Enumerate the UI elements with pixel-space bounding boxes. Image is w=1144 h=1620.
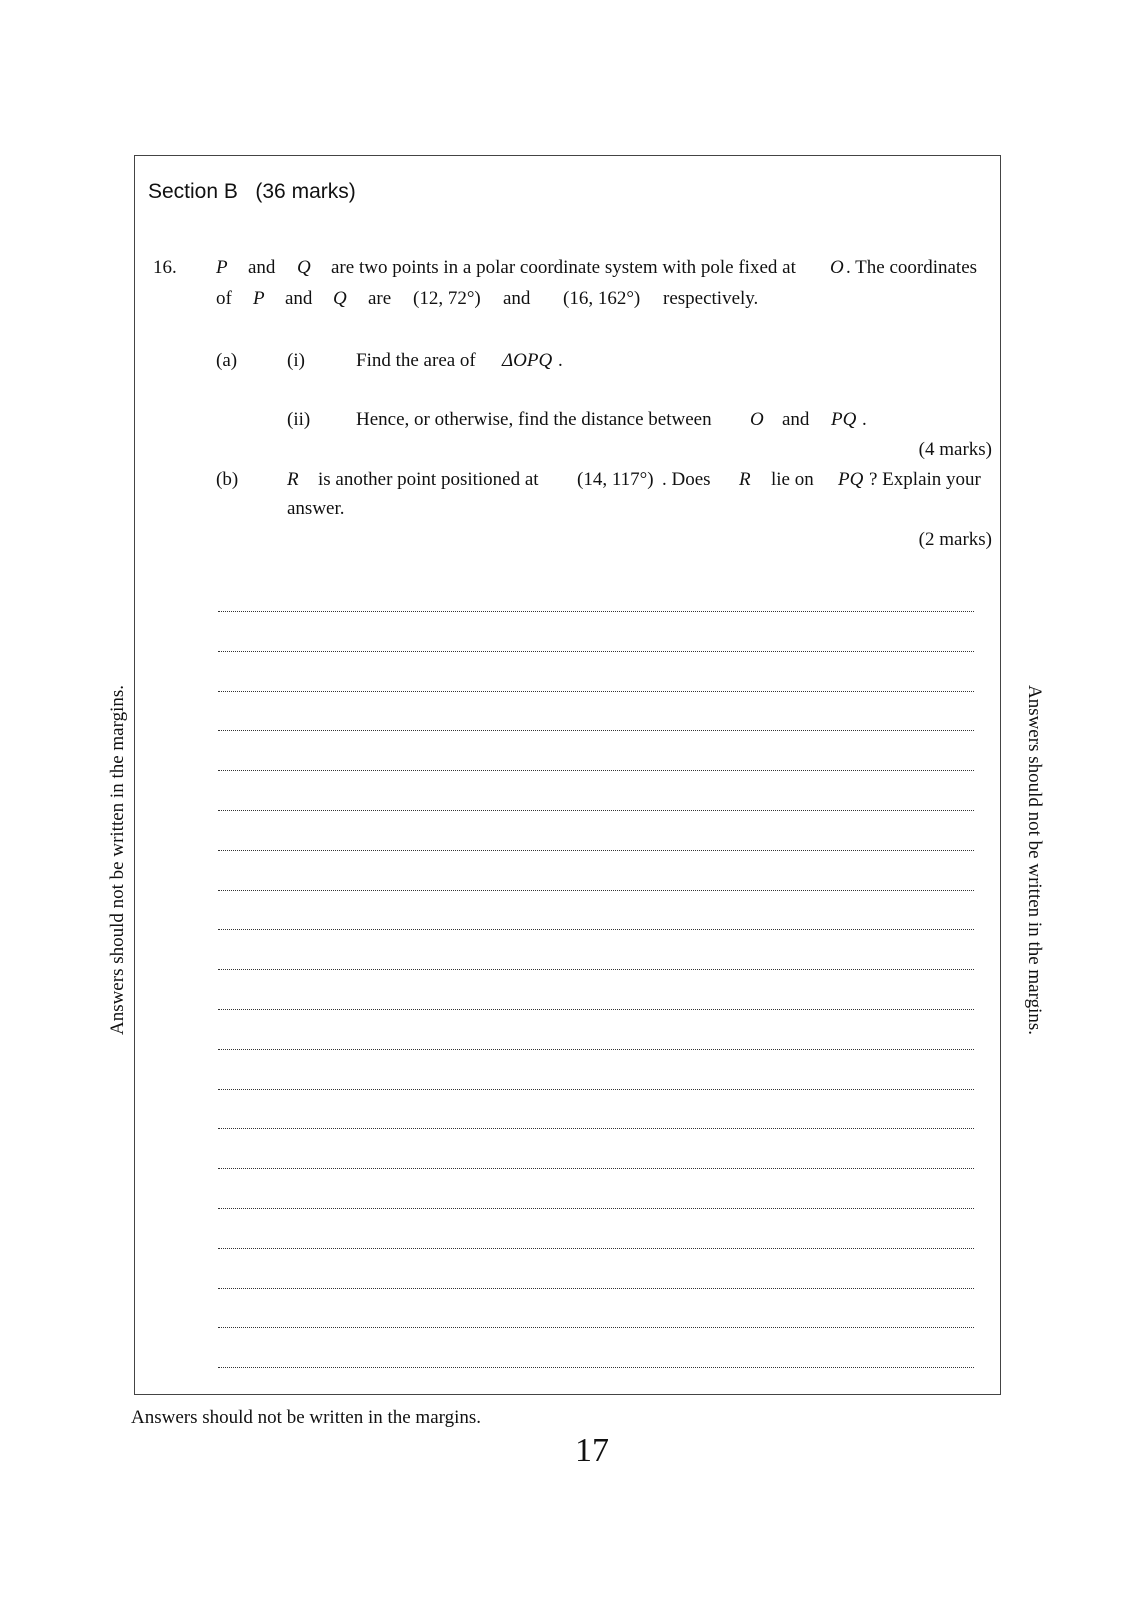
var-p-2: P [253, 288, 265, 309]
part-a-i-end: . [558, 350, 563, 371]
part-a-i-label: (i) [287, 350, 305, 371]
answer-line[interactable] [218, 691, 974, 692]
var-p: P [216, 257, 228, 278]
coord-q: (16, 162°) [563, 288, 641, 309]
answer-line[interactable] [218, 1367, 974, 1368]
var-r-2: R [739, 469, 751, 490]
answer-line[interactable] [218, 810, 974, 811]
part-b-marks: (2 marks) [918, 529, 992, 550]
answer-line[interactable] [218, 850, 974, 851]
answer-line[interactable] [218, 890, 974, 891]
part-a-i-text: Find the area of [356, 350, 476, 371]
segment-pq: PQ [831, 409, 857, 430]
word-respectively: respectively. [663, 288, 759, 309]
answer-line[interactable] [218, 770, 974, 771]
part-a-ii-end: . [862, 409, 867, 430]
answer-line[interactable] [218, 1009, 974, 1010]
answer-box-frame [134, 155, 1001, 1395]
word-lie-on: lie on [771, 469, 814, 490]
answer-line[interactable] [218, 1089, 974, 1090]
intro-text: are two points in a polar coordinate system with pole fixed at [331, 257, 796, 278]
part-b-text: is another point positioned at [318, 469, 539, 490]
segment-pq-2: PQ [838, 469, 864, 490]
var-o-2: O [750, 409, 764, 430]
answer-line[interactable] [218, 611, 974, 612]
bottom-margin-note: Answers should not be written in the margins. [131, 1407, 482, 1428]
answer-line[interactable] [218, 730, 974, 731]
answer-line[interactable] [218, 1248, 974, 1249]
word-and-3: and [503, 288, 531, 309]
word-and: and [248, 257, 276, 278]
var-q-2: Q [333, 288, 347, 309]
part-a-label: (a) [216, 350, 238, 371]
triangle-opq: ΔOPQ [502, 350, 553, 371]
part-a-ii-label: (ii) [287, 409, 311, 430]
part-a-ii-text: Hence, or otherwise, find the distance between [356, 409, 712, 430]
answer-line[interactable] [218, 1128, 974, 1129]
answer-line[interactable] [218, 1288, 974, 1289]
word-and-4: and [782, 409, 810, 430]
coord-r: (14, 117°) [577, 469, 654, 490]
part-b-tail: ? Explain your [869, 469, 981, 490]
answer-line[interactable] [218, 651, 974, 652]
answer-line[interactable] [218, 1168, 974, 1169]
answer-line[interactable] [218, 969, 974, 970]
var-r: R [287, 469, 299, 490]
page-number: 17 [575, 1432, 609, 1469]
part-b-label: (b) [216, 469, 239, 490]
part-a-marks: (4 marks) [918, 439, 992, 460]
var-o: O [830, 257, 844, 278]
intro-tail: . The coordinates [846, 257, 978, 278]
answer-line[interactable] [218, 1049, 974, 1050]
part-b-line2: answer. [287, 498, 345, 519]
word-and-2: and [285, 288, 313, 309]
word-does: . Does [662, 469, 711, 490]
question-number: 16. [153, 257, 177, 278]
section-title: Section B (36 marks) [148, 180, 356, 203]
answer-line[interactable] [218, 929, 974, 930]
word-of: of [216, 288, 232, 309]
var-q: Q [297, 257, 311, 278]
right-margin-note: Answers should not be written in the margins. [1024, 684, 1045, 1036]
coord-p: (12, 72°) [413, 288, 481, 309]
left-margin-note: Answers should not be written in the margins. [107, 684, 128, 1036]
answer-line[interactable] [218, 1327, 974, 1328]
answer-line[interactable] [218, 1208, 974, 1209]
word-are: are [368, 288, 392, 309]
